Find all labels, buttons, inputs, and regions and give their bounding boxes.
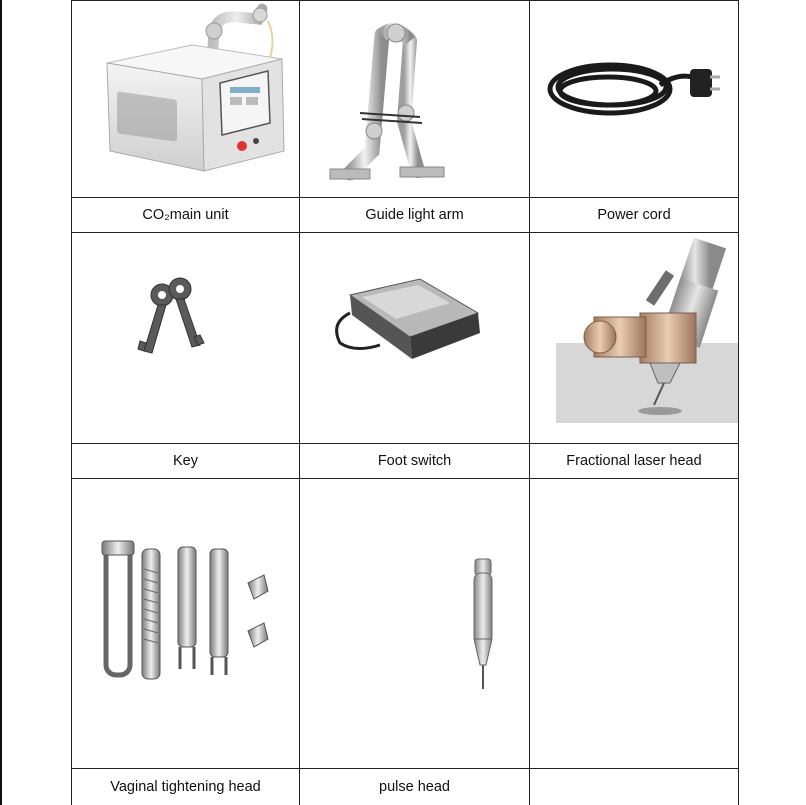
laser-main-unit-icon xyxy=(72,1,299,197)
caption-text: Key xyxy=(173,453,198,469)
empty-cell xyxy=(530,479,738,768)
key-icon xyxy=(72,233,299,443)
item-caption xyxy=(72,769,299,805)
caption-text: CO₂main unit xyxy=(142,207,229,223)
item-caption xyxy=(72,198,299,232)
left-border xyxy=(0,0,2,805)
item-caption xyxy=(300,769,529,805)
power-cord-icon xyxy=(530,1,738,197)
accessory-table xyxy=(71,0,739,805)
item-caption xyxy=(300,198,529,232)
caption-text: Vaginal tightening head xyxy=(110,779,261,795)
item-caption xyxy=(530,444,738,478)
item-caption xyxy=(300,444,529,478)
vaginal-tightening-head-icon xyxy=(72,479,299,768)
foot-switch-icon xyxy=(300,233,529,443)
pulse-head-icon xyxy=(300,479,529,768)
item-caption xyxy=(530,769,738,805)
caption-text: Fractional laser head xyxy=(566,453,702,469)
caption-text: pulse head xyxy=(379,779,450,795)
item-caption xyxy=(72,444,299,478)
fractional-laser-head-icon xyxy=(530,233,738,443)
caption-text: Foot switch xyxy=(377,453,452,469)
table-rule xyxy=(738,0,739,805)
caption-text: Guide light arm xyxy=(365,207,464,223)
caption-text: Power cord xyxy=(597,207,671,223)
guide-light-arm-icon xyxy=(300,1,529,197)
item-caption xyxy=(530,198,738,232)
